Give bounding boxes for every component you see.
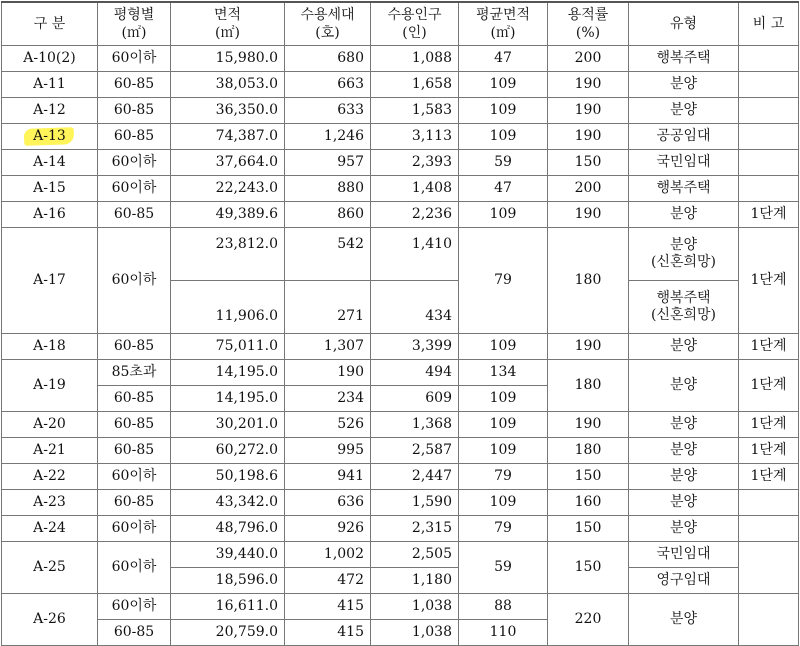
- category-cell: A-15: [2, 176, 98, 202]
- note-cell: 1단계: [739, 334, 799, 360]
- avg-area-cell: 109: [459, 98, 548, 124]
- category-cell: A-25: [2, 542, 98, 594]
- category-cell: A-17: [2, 228, 98, 334]
- population-cell: 1,408: [371, 176, 459, 202]
- header-note: 비 고: [739, 2, 799, 46]
- population-cell: 2,505: [371, 542, 459, 568]
- far-cell: 150: [548, 542, 629, 594]
- size-cell: 60이하: [98, 176, 171, 202]
- far-cell: 190: [548, 72, 629, 98]
- households-cell: 1,002: [285, 542, 371, 568]
- size-cell: 60-85: [98, 98, 171, 124]
- type-line1: 분양: [669, 237, 698, 253]
- type-cell: 국민임대: [629, 542, 739, 568]
- size-cell: 60이하: [98, 542, 171, 594]
- population-cell: 609: [371, 386, 459, 412]
- far-cell: 190: [548, 202, 629, 228]
- avg-area-cell: 134: [459, 360, 548, 386]
- header-avg-area-label: 평균면적: [475, 7, 531, 23]
- population-cell: 1,368: [371, 412, 459, 438]
- size-cell: 60이하: [98, 594, 171, 620]
- households-cell: 941: [285, 464, 371, 490]
- category-cell: A-20: [2, 412, 98, 438]
- area-cell: 22,243.0: [171, 176, 285, 202]
- far-cell: 150: [548, 516, 629, 542]
- population-cell: 2,587: [371, 438, 459, 464]
- population-cell: 3,399: [371, 334, 459, 360]
- size-cell: 60이하: [98, 464, 171, 490]
- category-cell: A-11: [2, 72, 98, 98]
- note-cell: [739, 594, 799, 646]
- size-cell: 60이하: [98, 46, 171, 72]
- area-cell: 20,759.0: [171, 620, 285, 646]
- size-cell: 60-85: [98, 124, 171, 150]
- table-row: [2, 150, 799, 176]
- category-cell-highlighted: [2, 124, 98, 150]
- type-line1: 행복주택: [656, 290, 711, 306]
- households-cell: 957: [285, 150, 371, 176]
- far-cell: 180: [548, 438, 629, 464]
- households-cell: 926: [285, 516, 371, 542]
- avg-area-cell: 109: [459, 490, 548, 516]
- header-households: [285, 2, 371, 46]
- note-cell: [739, 98, 799, 124]
- type-line2: (신혼희망): [650, 307, 717, 323]
- size-cell: 60-85: [98, 202, 171, 228]
- area-cell: 23,812.0: [171, 228, 285, 281]
- households-cell: 995: [285, 438, 371, 464]
- size-cell: 60-85: [98, 620, 171, 646]
- size-cell: 60-85: [98, 438, 171, 464]
- area-cell: 37,664.0: [171, 150, 285, 176]
- table-row: [2, 72, 799, 98]
- far-cell: 200: [548, 176, 629, 202]
- far-cell: 220: [548, 594, 629, 646]
- avg-area-cell: 47: [459, 176, 548, 202]
- area-cell: 11,906.0: [171, 281, 285, 334]
- category-cell: A-16: [2, 202, 98, 228]
- area-cell: 39,440.0: [171, 542, 285, 568]
- type-cell: [629, 228, 739, 281]
- population-cell: 494: [371, 360, 459, 386]
- type-cell: 분양: [629, 464, 739, 490]
- far-cell: 150: [548, 464, 629, 490]
- avg-area-cell: 47: [459, 46, 548, 72]
- table-row: [2, 176, 799, 202]
- type-cell: 국민임대: [629, 150, 739, 176]
- note-cell: 1단계: [739, 464, 799, 490]
- size-cell: 60-85: [98, 334, 171, 360]
- note-cell: 1단계: [739, 360, 799, 412]
- table-row: [2, 334, 799, 360]
- type-cell: 분양: [629, 490, 739, 516]
- size-cell: 60-85: [98, 386, 171, 412]
- avg-area-cell: 79: [459, 228, 548, 334]
- table-row: [2, 438, 799, 464]
- table-row: [2, 490, 799, 516]
- header-households-unit: (호): [315, 25, 340, 41]
- header-size-class: [98, 2, 171, 46]
- table-row: [2, 124, 799, 150]
- type-cell: 분양: [629, 202, 739, 228]
- header-far-label: 용적률: [567, 7, 609, 23]
- table-row: [2, 98, 799, 124]
- avg-area-cell: 109: [459, 202, 548, 228]
- households-cell: 472: [285, 568, 371, 594]
- table-row: [2, 594, 799, 620]
- area-cell: 15,980.0: [171, 46, 285, 72]
- header-population-label: 수용인구: [387, 7, 442, 23]
- area-cell: 48,796.0: [171, 516, 285, 542]
- households-cell: 663: [285, 72, 371, 98]
- category-cell: A-24: [2, 516, 98, 542]
- area-cell: 36,350.0: [171, 98, 285, 124]
- category-cell: A-18: [2, 334, 98, 360]
- category-cell: A-12: [2, 98, 98, 124]
- far-cell: 190: [548, 124, 629, 150]
- table-row: [2, 464, 799, 490]
- avg-area-cell: 109: [459, 412, 548, 438]
- population-cell: 1,038: [371, 594, 459, 620]
- header-population-unit: (인): [402, 25, 427, 41]
- households-cell: 542: [285, 228, 371, 281]
- header-avg-area: [459, 2, 548, 46]
- population-cell: 1,583: [371, 98, 459, 124]
- households-cell: 880: [285, 176, 371, 202]
- area-cell: 60,272.0: [171, 438, 285, 464]
- households-cell: 234: [285, 386, 371, 412]
- note-cell: [739, 490, 799, 516]
- type-cell: 분양: [629, 438, 739, 464]
- households-cell: 415: [285, 594, 371, 620]
- far-cell: 150: [548, 150, 629, 176]
- note-cell: 1단계: [739, 228, 799, 334]
- header-avg-area-unit: (㎡): [490, 25, 516, 41]
- avg-area-cell: 59: [459, 542, 548, 594]
- area-cell: 43,342.0: [171, 490, 285, 516]
- area-cell: 14,195.0: [171, 386, 285, 412]
- households-cell: 1,307: [285, 334, 371, 360]
- avg-area-cell: 59: [459, 150, 548, 176]
- far-cell: 180: [548, 228, 629, 334]
- table-row: [2, 46, 799, 72]
- size-cell: 60-85: [98, 72, 171, 98]
- size-cell: 60이하: [98, 228, 171, 334]
- type-cell: 공공임대: [629, 124, 739, 150]
- population-cell: 2,236: [371, 202, 459, 228]
- type-cell: 분양: [629, 98, 739, 124]
- type-cell: [629, 281, 739, 334]
- avg-area-cell: 79: [459, 516, 548, 542]
- header-area-unit: (㎡): [215, 25, 240, 41]
- area-cell: 75,011.0: [171, 334, 285, 360]
- type-cell: 분양: [629, 594, 739, 646]
- far-cell: 190: [548, 412, 629, 438]
- header-size-unit: (㎡): [121, 25, 147, 41]
- area-cell: 50,198.6: [171, 464, 285, 490]
- population-cell: 1,658: [371, 72, 459, 98]
- header-far-unit: (%): [575, 25, 601, 41]
- size-cell: 60-85: [98, 412, 171, 438]
- population-cell: 2,447: [371, 464, 459, 490]
- table-row: [2, 202, 799, 228]
- type-cell: 분양: [629, 412, 739, 438]
- avg-area-cell: 109: [459, 124, 548, 150]
- population-cell: 1,410: [371, 228, 459, 281]
- category-cell: A-19: [2, 360, 98, 412]
- table-row: [2, 516, 799, 542]
- header-far: [548, 2, 629, 46]
- table-row: [2, 360, 799, 386]
- far-cell: 180: [548, 360, 629, 412]
- avg-area-cell: 109: [459, 72, 548, 98]
- type-cell: 영구임대: [629, 568, 739, 594]
- far-cell: 190: [548, 334, 629, 360]
- note-cell: 1단계: [739, 412, 799, 438]
- population-cell: 3,113: [371, 124, 459, 150]
- population-cell: 2,393: [371, 150, 459, 176]
- note-cell: [739, 124, 799, 150]
- far-cell: 200: [548, 46, 629, 72]
- header-row: [2, 2, 799, 46]
- note-cell: [739, 516, 799, 542]
- category-cell: A-26: [2, 594, 98, 646]
- type-line2: (신혼희망): [650, 254, 717, 270]
- header-category: 구 분: [2, 2, 98, 46]
- population-cell: 1,180: [371, 568, 459, 594]
- type-cell: 분양: [629, 516, 739, 542]
- area-cell: 14,195.0: [171, 360, 285, 386]
- header-households-label: 수용세대: [300, 7, 355, 23]
- households-cell: 271: [285, 281, 371, 334]
- avg-area-cell: 88: [459, 594, 548, 620]
- population-cell: 1,038: [371, 620, 459, 646]
- category-cell: A-21: [2, 438, 98, 464]
- note-cell: [739, 542, 799, 594]
- note-cell: 1단계: [739, 202, 799, 228]
- type-cell: 행복주택: [629, 46, 739, 72]
- households-cell: 1,246: [285, 124, 371, 150]
- size-cell: 60이하: [98, 150, 171, 176]
- note-cell: [739, 46, 799, 72]
- avg-area-cell: 109: [459, 386, 548, 412]
- area-cell: 18,596.0: [171, 568, 285, 594]
- category-label: A-13: [33, 128, 66, 144]
- far-cell: 160: [548, 490, 629, 516]
- table-row: [2, 412, 799, 438]
- type-cell: 분양: [629, 72, 739, 98]
- avg-area-cell: 109: [459, 334, 548, 360]
- table-row: [2, 228, 799, 281]
- type-cell: 행복주택: [629, 176, 739, 202]
- households-cell: 636: [285, 490, 371, 516]
- note-cell: [739, 176, 799, 202]
- category-cell: A-23: [2, 490, 98, 516]
- size-cell: 60이하: [98, 516, 171, 542]
- note-cell: 1단계: [739, 438, 799, 464]
- population-cell: 1,590: [371, 490, 459, 516]
- category-cell: A-14: [2, 150, 98, 176]
- households-cell: 190: [285, 360, 371, 386]
- area-cell: 49,389.6: [171, 202, 285, 228]
- category-cell: A-22: [2, 464, 98, 490]
- housing-supply-table: [1, 1, 799, 646]
- type-cell: 분양: [629, 360, 739, 412]
- size-cell: 60-85: [98, 490, 171, 516]
- area-cell: 30,201.0: [171, 412, 285, 438]
- area-cell: 16,611.0: [171, 594, 285, 620]
- header-area: [171, 2, 285, 46]
- avg-area-cell: 79: [459, 464, 548, 490]
- note-cell: [739, 150, 799, 176]
- avg-area-cell: 110: [459, 620, 548, 646]
- households-cell: 680: [285, 46, 371, 72]
- households-cell: 526: [285, 412, 371, 438]
- avg-area-cell: 109: [459, 438, 548, 464]
- population-cell: 2,315: [371, 516, 459, 542]
- table-container: [1, 1, 799, 646]
- header-size-label: 평형별: [113, 7, 155, 23]
- size-cell: 85초과: [98, 360, 171, 386]
- table-row: [2, 542, 799, 568]
- note-cell: [739, 72, 799, 98]
- area-cell: 38,053.0: [171, 72, 285, 98]
- area-cell: 74,387.0: [171, 124, 285, 150]
- category-cell: A-10(2): [2, 46, 98, 72]
- header-type: 유형: [629, 2, 739, 46]
- far-cell: 190: [548, 98, 629, 124]
- type-cell: 분양: [629, 334, 739, 360]
- households-cell: 860: [285, 202, 371, 228]
- header-area-label: 면적: [213, 7, 242, 23]
- header-population: [371, 2, 459, 46]
- households-cell: 415: [285, 620, 371, 646]
- households-cell: 633: [285, 98, 371, 124]
- population-cell: 434: [371, 281, 459, 334]
- population-cell: 1,088: [371, 46, 459, 72]
